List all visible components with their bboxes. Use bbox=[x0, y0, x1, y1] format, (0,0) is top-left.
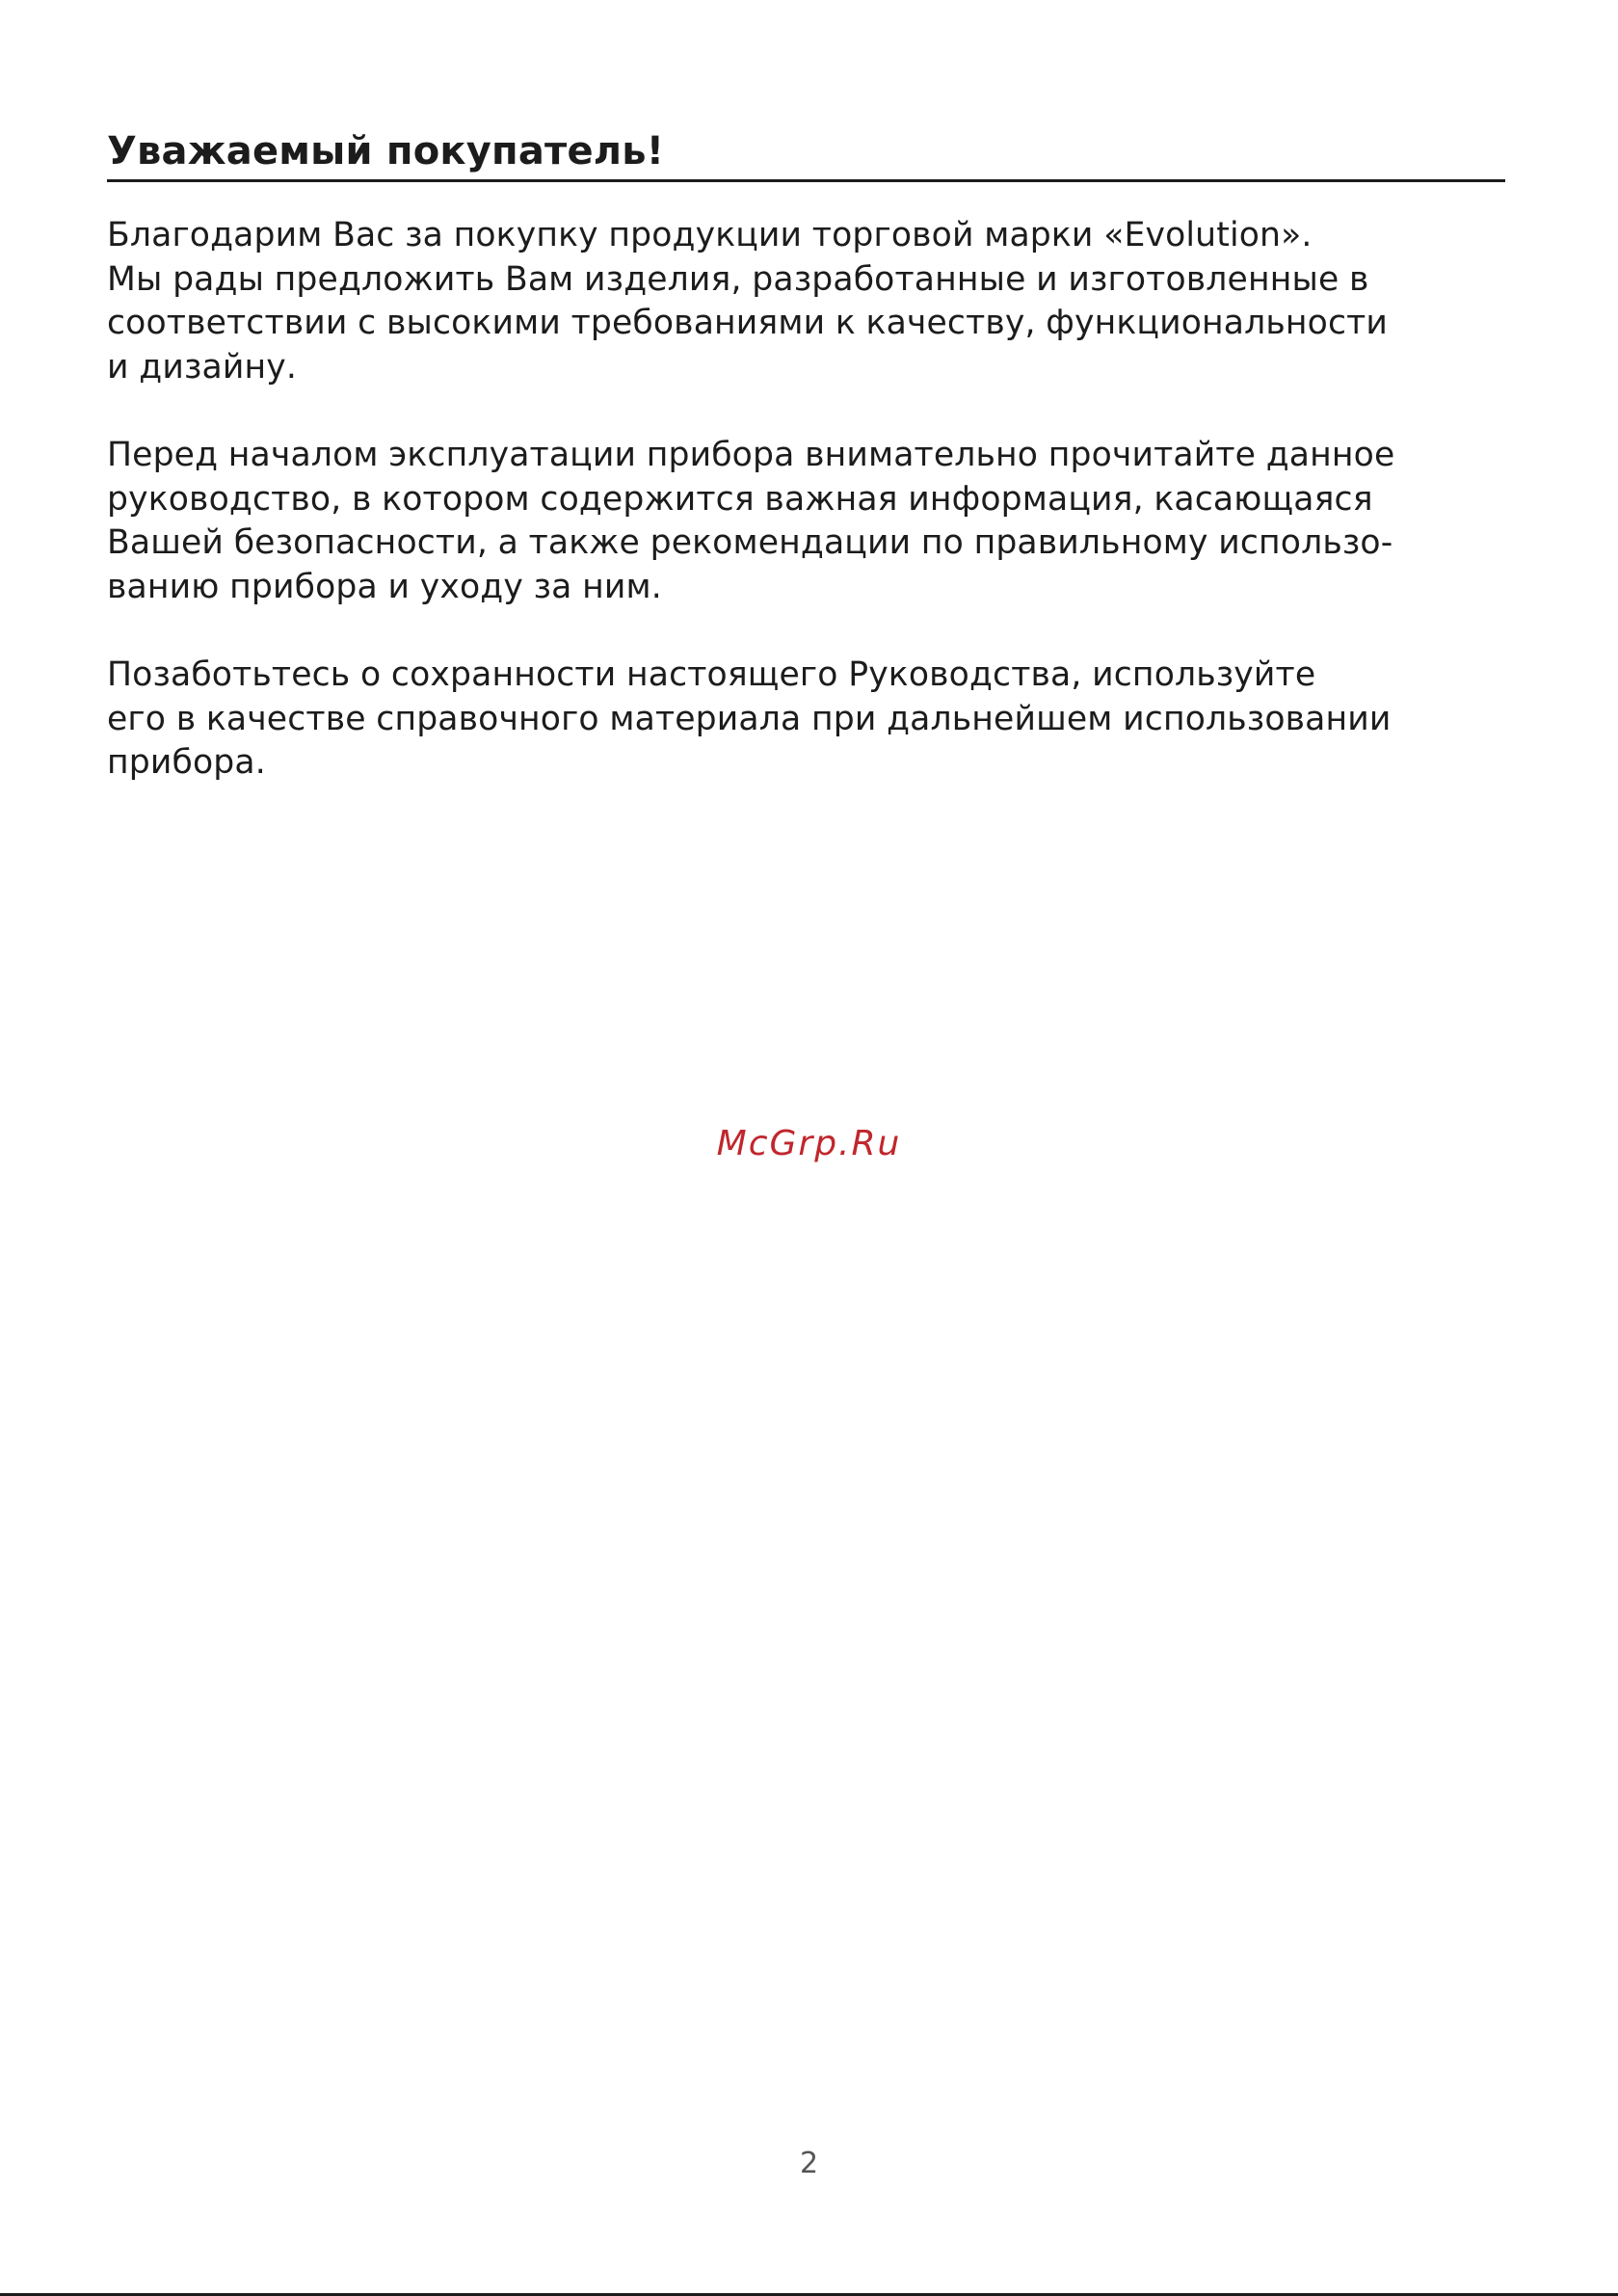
paragraph-thanks bbox=[107, 214, 1514, 389]
title-underline bbox=[107, 179, 1505, 182]
text-line: Вашей безопасности, а также рекомендации по правильному использо- bbox=[107, 523, 1393, 563]
watermark: McGrp.Ru bbox=[716, 1124, 902, 1163]
text-line: Перед началом эксплуатации прибора внимательно прочитайте данное bbox=[107, 435, 1395, 474]
page-number: 2 bbox=[799, 2147, 819, 2180]
body-text bbox=[107, 214, 1514, 829]
paragraph-keep-manual bbox=[107, 654, 1514, 786]
page-header bbox=[107, 123, 1505, 182]
text-line: Благодарим Вас за покупку продукции торговой марки «Evolution». bbox=[107, 216, 1313, 254]
page-title: Уважаемый покупатель! bbox=[107, 129, 665, 174]
text-line: ванию прибора и уходу за ним. bbox=[107, 567, 662, 606]
text-line: и дизайну. bbox=[107, 347, 297, 387]
text-line: соответствии с высокими требованиями к качеству, функциональности bbox=[107, 304, 1389, 343]
text-line: руководство, в котором содержится важная информация, касающаяся bbox=[107, 479, 1373, 519]
text-line: Мы рады предложить Вам изделия, разработанные и изготовленные в bbox=[107, 259, 1369, 299]
paragraph-read-manual bbox=[107, 434, 1514, 609]
text-line: его в качестве справочного материала при дальнейшем использовании bbox=[107, 699, 1392, 738]
text-line: прибора. bbox=[107, 743, 266, 783]
text-line: Позаботьтесь о сохранности настоящего Руководства, используйте bbox=[107, 654, 1316, 694]
